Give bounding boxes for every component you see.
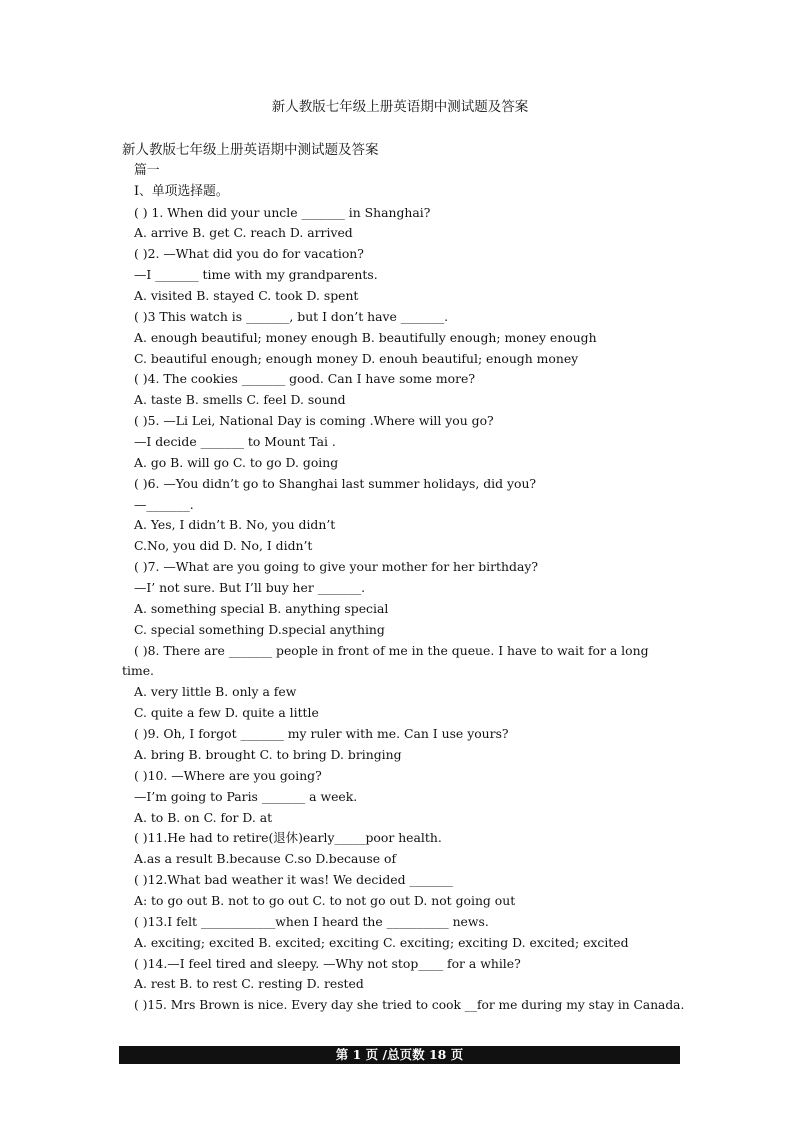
question-line: ( )11.He had to retire(退休)early_____poor health.	[134, 830, 442, 846]
question-line: C. special something D.special anything	[134, 621, 385, 637]
question-line: ( )12.What bad weather it was! We decided _______	[134, 872, 453, 888]
question-line: A. visited B. stayed C. took D. spent	[134, 288, 359, 304]
page-footer: 第 1 页 /总页数 18 页	[119, 1046, 680, 1064]
question-line: A. exciting; excited B. excited; exciting C. exciting; exciting D. excited; excited	[134, 934, 629, 950]
question-line: C. beautiful enough; enough money D. enouh beautiful; enough money	[134, 350, 579, 366]
question-line: ( )9. Oh, I forgot _______ my ruler with me. Can I use yours?	[134, 726, 509, 742]
question-line: ( )15. Mrs Brown is nice. Every day she tried to cook __for me during my stay in Canada.	[134, 998, 685, 1013]
question-line: —I’ not sure. But I’ll buy her _______.	[134, 580, 366, 596]
question-line: ( )10. —Where are you going?	[134, 767, 322, 783]
question-line: —I decide _______ to Mount Tai .	[134, 434, 336, 450]
question-line: ( ) 1. When did your uncle _______ in Shanghai?	[134, 204, 431, 220]
question-line: A. go B. will go C. to go D. going	[134, 454, 339, 470]
question-line: A: to go out B. not to go out C. to not go out D. not going out	[134, 892, 516, 908]
question-line: ( )4. The cookies _______ good. Can I have some more?	[134, 371, 476, 387]
question-line: ( )14.—I feel tired and sleepy. —Why not stop____ for a while?	[134, 955, 521, 971]
question-line: ( )3 This watch is _______, but I don’t have _______.	[134, 308, 449, 324]
question-line: ( )6. —You didn’t go to Shanghai last summer holidays, did you?	[134, 475, 537, 491]
question-line: A. something special B. anything special	[134, 600, 389, 616]
document-title: 新人教版七年级上册英语期中测试题及答案	[122, 142, 379, 158]
question-line: ( )2. —What did you do for vacation?	[134, 246, 364, 262]
question-line: A. rest B. to rest C. resting D. rested	[134, 976, 364, 992]
page-header: 新人教版七年级上册英语期中测试题及答案	[271, 99, 529, 115]
question-line: A.as a result B.because C.so D.because of	[134, 851, 397, 867]
question-line: C.No, you did D. No, I didn’t	[134, 538, 313, 554]
question-line: ( )13.I felt ____________when I heard the __________ news.	[134, 913, 489, 929]
question-list	[0, 203, 800, 1017]
question-line: A. arrive B. get C. reach D. arrived	[134, 225, 353, 241]
question-line: —_______.	[134, 496, 194, 512]
question-line: ( )5. —Li Lei, National Day is coming .Where will you go?	[134, 413, 494, 429]
question-line: —I’m going to Paris _______ a week.	[134, 788, 358, 804]
section-heading: Ⅰ、单项选择题。	[134, 183, 229, 199]
question-line: A. taste B. smells C. feel D. sound	[134, 392, 346, 408]
part-label: 篇一	[134, 162, 160, 178]
question-line: ( )8. There are _______ people in front of me in the queue. I have to wait for a long	[134, 642, 649, 658]
document-body	[0, 140, 800, 1016]
question-line: A. bring B. brought C. to bring D. bringing	[134, 746, 402, 762]
question-line: A. enough beautiful; money enough B. beautifully enough; money enough	[134, 329, 597, 345]
continuation-line: time.	[122, 663, 154, 679]
question-line: A. to B. on C. for D. at	[134, 809, 273, 825]
question-line: ( )7. —What are you going to give your mother for her birthday?	[134, 559, 538, 575]
question-line: A. Yes, I didn’t B. No, you didn’t	[134, 517, 336, 533]
question-line: C. quite a few D. quite a little	[134, 705, 319, 721]
question-line: —I _______ time with my grandparents.	[134, 267, 378, 283]
question-line: A. very little B. only a few	[134, 684, 297, 700]
